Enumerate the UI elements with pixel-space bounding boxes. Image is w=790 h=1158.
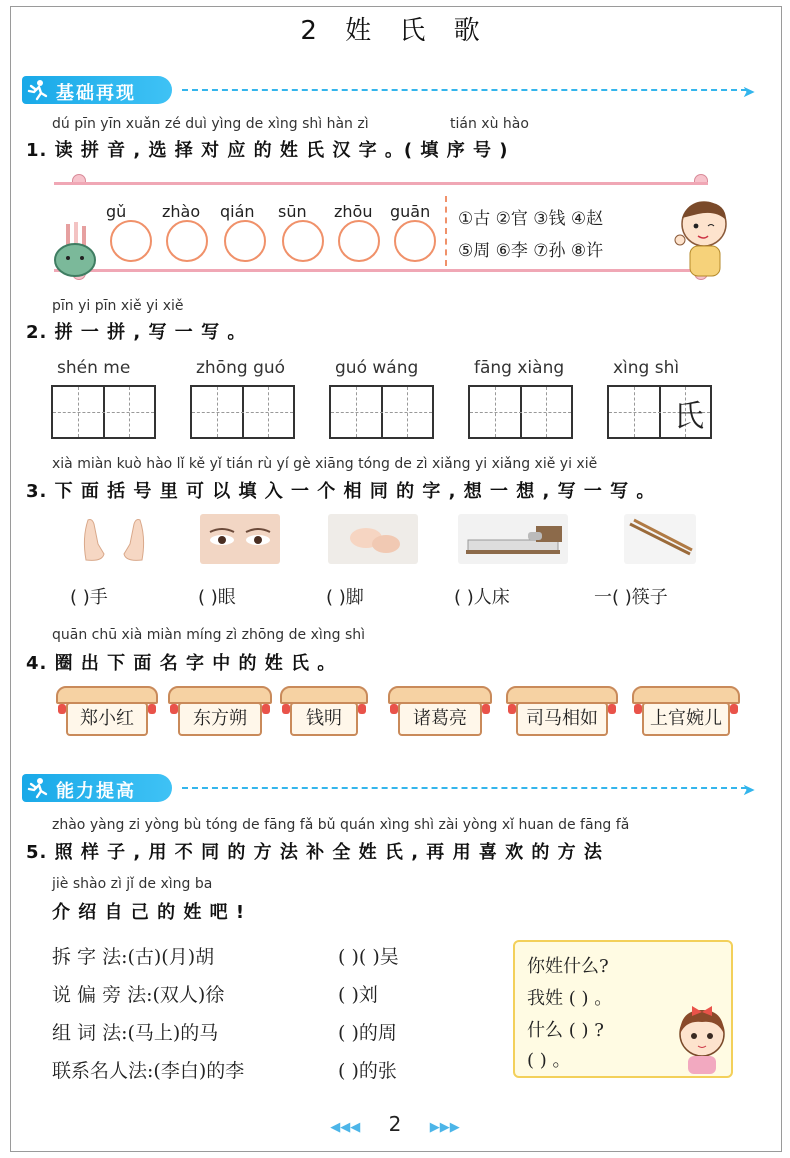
- method-blank[interactable]: ( )刘: [338, 984, 378, 1006]
- arrow-right-icon: ➤: [742, 82, 756, 101]
- name-plate[interactable]: [60, 686, 154, 740]
- answer-circle[interactable]: [224, 220, 266, 262]
- right-arrows-icon: ▶▶▶: [429, 1120, 460, 1135]
- box-line: ( ) 。: [527, 1050, 571, 1071]
- box-line: 我姓 ( ) 。: [527, 988, 613, 1009]
- q1-options-row1: ①古 ②官 ③钱 ④赵: [458, 209, 604, 229]
- q5-text: 5. 照 样 子 , 用 不 同 的 方 法 补 全 姓 氏 , 再 用 喜 欢 的 方 法: [26, 842, 603, 863]
- section-label: 基础再现: [56, 83, 136, 104]
- arrow-right-icon: ➤: [742, 780, 756, 799]
- brush-pot-icon: [48, 222, 102, 278]
- q1-pinyin-b: tián xù hào: [450, 116, 529, 132]
- method-example: 拆 字 法:(古)(月)胡: [52, 946, 215, 968]
- q3-blank[interactable]: ( )手: [70, 587, 108, 608]
- lantern-icon: [148, 704, 156, 714]
- q2-word-pinyin: xìng shì: [613, 358, 680, 378]
- q3-blank[interactable]: ( )人床: [454, 587, 510, 608]
- method-blank[interactable]: ( )的张: [338, 1060, 397, 1082]
- q3-text: 3. 下 面 括 号 里 可 以 填 入 一 个 相 同 的 字 , 想 一 想 , 写 一 写 。: [26, 481, 656, 502]
- scroll-panel: [54, 182, 708, 272]
- q3-blank[interactable]: 一( )筷子: [594, 587, 668, 608]
- q5-pinyin: zhào yàng zi yòng bù tóng de fāng fǎ bǔ quán xìng shì zài yòng xǐ huan de fāng fǎ: [52, 817, 630, 833]
- method-blank[interactable]: ( )的周: [338, 1022, 397, 1044]
- hands-image: [74, 514, 154, 564]
- runner-icon: [26, 777, 48, 799]
- section-basic-header: [22, 76, 756, 106]
- bed-image: [458, 514, 568, 564]
- q1-syllable: qián: [220, 202, 255, 221]
- divider: [182, 787, 747, 789]
- name-plate[interactable]: [172, 686, 268, 740]
- lantern-icon: [608, 704, 616, 714]
- box-line: 你姓什么?: [527, 956, 609, 977]
- section-label: 能力提高: [56, 781, 136, 802]
- section-badge: [22, 774, 172, 802]
- lantern-icon: [170, 704, 178, 714]
- writing-grid[interactable]: [468, 385, 573, 439]
- writing-grid[interactable]: [607, 385, 712, 439]
- lantern-icon: [262, 704, 270, 714]
- q5-pinyin-b: jiè shào zì jǐ de xìng ba: [52, 876, 213, 892]
- q1-text: 1. 读 拼 音 , 选 择 对 应 的 姓 氏 汉 字 。( 填 序 号 ): [26, 140, 509, 161]
- baby-feet-image: [328, 514, 418, 564]
- name-text: 东方朔: [178, 702, 262, 736]
- section-badge: [22, 76, 172, 104]
- writing-grid[interactable]: [329, 385, 434, 439]
- q1-syllable: guān: [390, 202, 431, 221]
- writing-grid[interactable]: [190, 385, 295, 439]
- q1-syllable: zhōu: [334, 202, 373, 221]
- name-plate[interactable]: [284, 686, 364, 740]
- lantern-icon: [634, 704, 642, 714]
- chopsticks-image: [624, 514, 696, 564]
- page-number-text: 2: [388, 1112, 402, 1136]
- lantern-icon: [390, 704, 398, 714]
- method-example: 说 偏 旁 法:(双人)徐: [52, 984, 225, 1006]
- q3-blank[interactable]: ( )脚: [326, 587, 364, 608]
- answer-circle[interactable]: [282, 220, 324, 262]
- divider: [182, 89, 747, 91]
- q1-syllable: gǔ: [106, 202, 127, 221]
- lantern-icon: [482, 704, 490, 714]
- answer-circle[interactable]: [110, 220, 152, 262]
- q1-syllable: sūn: [278, 202, 307, 221]
- lantern-icon: [58, 704, 66, 714]
- q5-text-b: 介 绍 自 己 的 姓 吧 !: [52, 902, 246, 923]
- writing-grid[interactable]: [51, 385, 156, 439]
- name-text: 司马相如: [516, 702, 608, 736]
- box-line: 什么 ( ) ?: [527, 1020, 604, 1041]
- boy-cartoon-icon: [668, 196, 734, 280]
- q1-pinyin: dú pīn yīn xuǎn zé duì yìng de xìng shì hàn zì: [52, 116, 369, 132]
- name-text: 诸葛亮: [398, 702, 482, 736]
- divider: [445, 196, 447, 266]
- answer-circle[interactable]: [338, 220, 380, 262]
- q3-blank[interactable]: ( )眼: [198, 587, 236, 608]
- page-title: 2 姓 氏 歌: [300, 16, 490, 46]
- name-plate[interactable]: [392, 686, 488, 740]
- method-blank[interactable]: ( )( )吴: [338, 946, 399, 968]
- q1-options-row2: ⑤周 ⑥李 ⑦孙 ⑧许: [458, 241, 604, 261]
- method-example: 联系名人法:(李白)的李: [52, 1060, 245, 1082]
- lantern-icon: [282, 704, 290, 714]
- method-example: 组 词 法:(马上)的马: [52, 1022, 219, 1044]
- name-text: 钱明: [290, 702, 358, 736]
- lantern-icon: [358, 704, 366, 714]
- section-ability-header: [22, 774, 756, 804]
- page-number: [0, 1112, 790, 1136]
- q4-pinyin: quān chū xià miàn míng zì zhōng de xìng shì: [52, 627, 366, 643]
- q3-pinyin: xià miàn kuò hào lǐ kě yǐ tián rù yí gè xiāng tóng de zì xiǎng yi xiǎng xiě yi xiě: [52, 456, 598, 472]
- runner-icon: [26, 79, 48, 101]
- lantern-icon: [508, 704, 516, 714]
- q4-text: 4. 圈 出 下 面 名 字 中 的 姓 氏 。: [26, 653, 337, 674]
- name-text: 郑小红: [66, 702, 148, 736]
- q2-word-pinyin: shén me: [57, 358, 131, 378]
- answer-circle[interactable]: [166, 220, 208, 262]
- answer-circle[interactable]: [394, 220, 436, 262]
- girl-cartoon-icon: [674, 1000, 730, 1076]
- name-text: 上官婉儿: [642, 702, 730, 736]
- left-arrows-icon: ◀◀◀: [330, 1120, 361, 1135]
- lantern-icon: [730, 704, 738, 714]
- q1-syllable: zhào: [162, 202, 201, 221]
- eyes-image: [200, 514, 280, 564]
- q2-pinyin: pīn yi pīn xiě yi xiě: [52, 298, 184, 314]
- q2-word-pinyin: zhōng guó: [196, 358, 286, 378]
- grid-character: 氏: [674, 399, 704, 434]
- q2-word-pinyin: fāng xiàng: [474, 358, 565, 378]
- name-plate[interactable]: [636, 686, 736, 740]
- name-plate[interactable]: [510, 686, 614, 740]
- q2-text: 2. 拼 一 拼 , 写 一 写 。: [26, 322, 247, 343]
- q2-word-pinyin: guó wáng: [335, 358, 419, 378]
